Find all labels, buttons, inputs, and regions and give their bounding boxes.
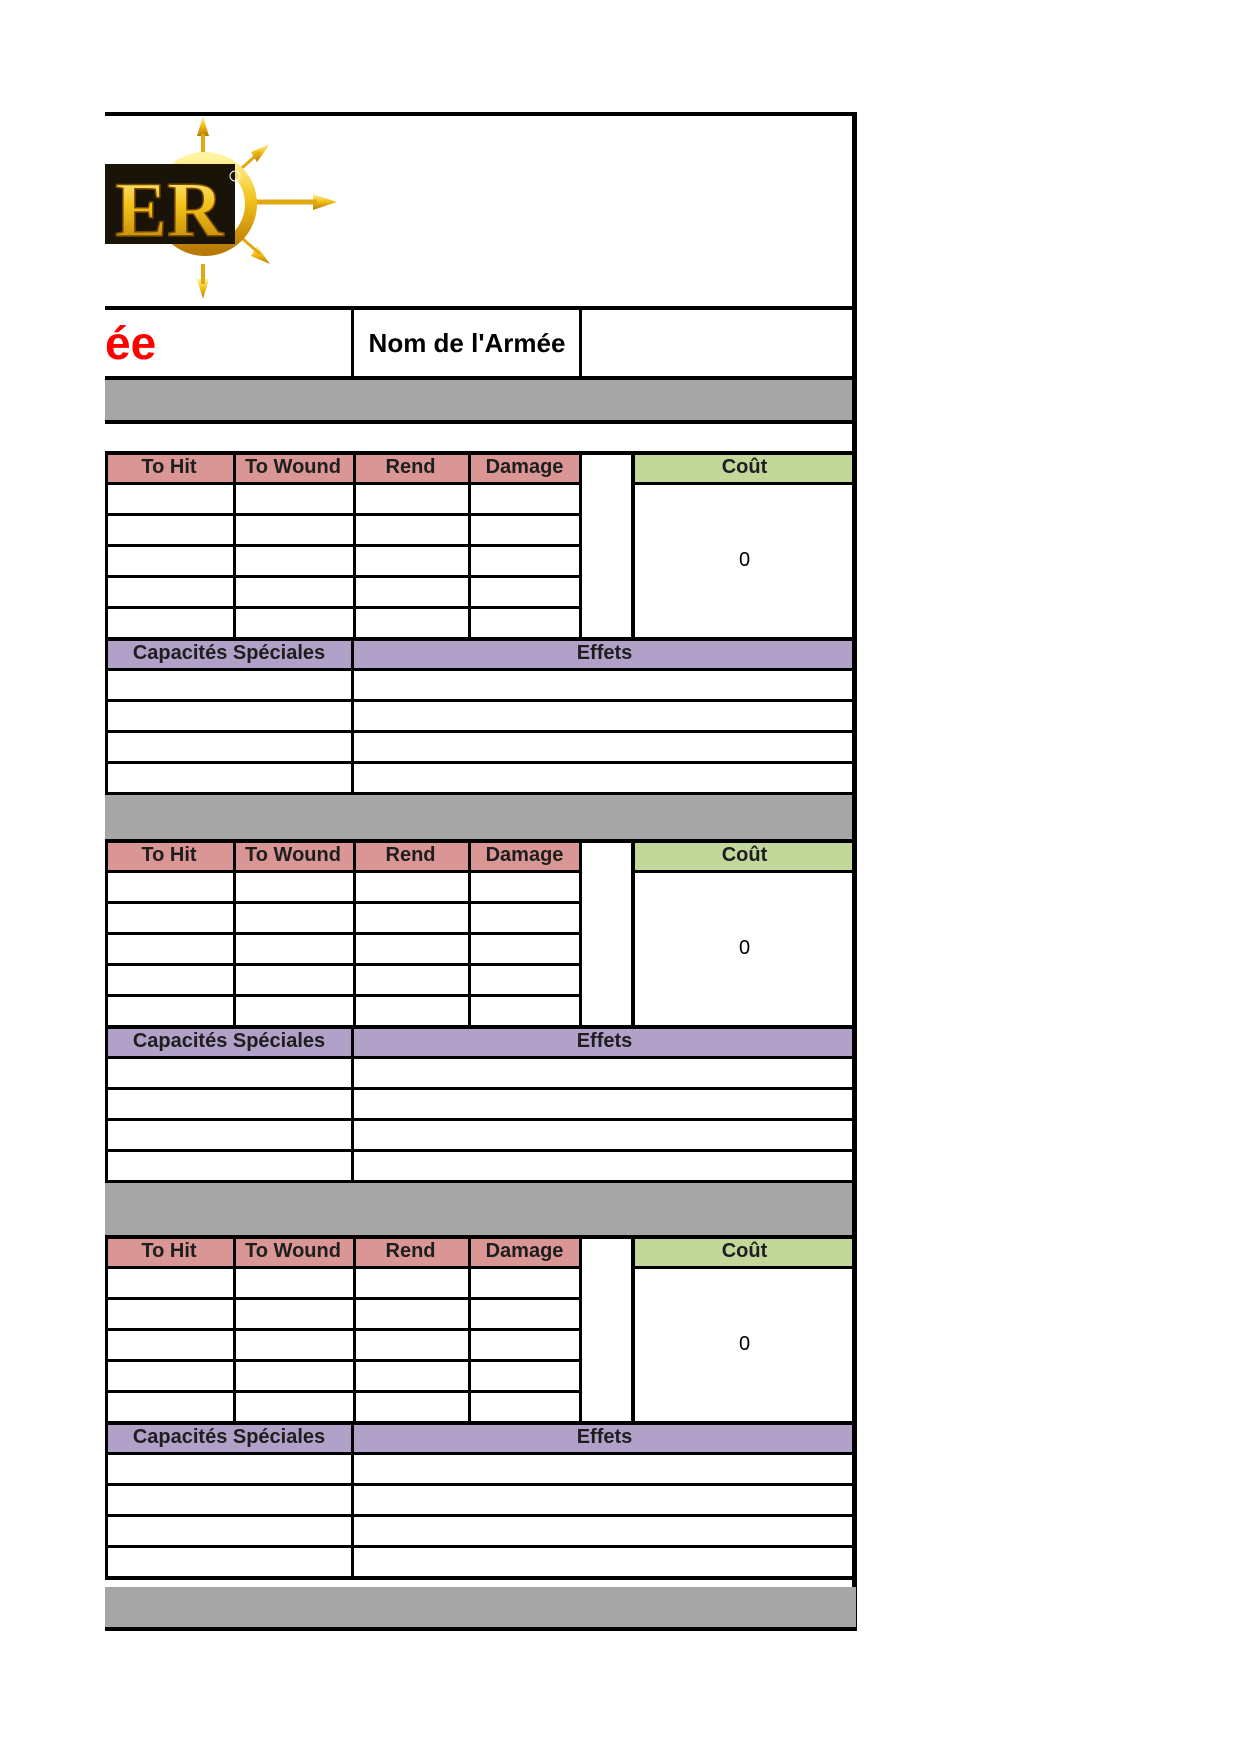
stat-cell[interactable] (468, 871, 581, 902)
stat-cell[interactable] (468, 964, 581, 995)
stat-cell[interactable] (233, 964, 353, 995)
stat-cell[interactable] (105, 1298, 233, 1329)
stat-header: To Hit (105, 1236, 233, 1267)
stat-cell[interactable] (233, 1360, 353, 1391)
stat-cell[interactable] (468, 1391, 581, 1422)
effects-header: Effets (353, 1026, 856, 1057)
stat-cell[interactable] (233, 1329, 353, 1360)
stat-cell[interactable] (468, 1329, 581, 1360)
logo-area (105, 112, 856, 308)
ability-cell[interactable] (105, 1546, 353, 1577)
ability-cell[interactable] (105, 1150, 353, 1181)
stat-cell[interactable] (105, 1391, 233, 1422)
stat-cell[interactable] (468, 607, 581, 638)
effect-cell[interactable] (353, 1150, 856, 1181)
stat-header: To Wound (233, 1236, 353, 1267)
stat-header: To Hit (105, 452, 233, 483)
stat-cell[interactable] (105, 1267, 233, 1298)
stat-cell[interactable] (105, 995, 233, 1026)
stat-cell[interactable] (233, 995, 353, 1026)
title-text: ée (105, 317, 157, 369)
stat-cell[interactable] (105, 1360, 233, 1391)
stat-cell[interactable] (468, 514, 581, 545)
cost-header: Coût (633, 452, 856, 483)
stat-header: Rend (353, 840, 468, 871)
effect-cell[interactable] (353, 700, 856, 731)
stat-cell[interactable] (353, 514, 468, 545)
ability-cell[interactable] (105, 1057, 353, 1088)
stat-cell[interactable] (468, 995, 581, 1026)
cost-header: Coût (633, 1236, 856, 1267)
stat-cell[interactable] (105, 545, 233, 576)
effect-cell[interactable] (353, 1453, 856, 1484)
stat-cell[interactable] (353, 902, 468, 933)
stat-cell[interactable] (468, 933, 581, 964)
stat-header: To Wound (233, 840, 353, 871)
stat-cell[interactable] (105, 607, 233, 638)
ability-cell[interactable] (105, 1088, 353, 1119)
stat-cell[interactable] (233, 1298, 353, 1329)
stat-cell[interactable] (353, 1298, 468, 1329)
stat-cell[interactable] (105, 933, 233, 964)
army-name-field[interactable] (581, 308, 856, 378)
stat-cell[interactable] (105, 514, 233, 545)
stat-cell[interactable] (353, 545, 468, 576)
stat-cell[interactable] (233, 483, 353, 514)
effect-cell[interactable] (353, 1119, 856, 1150)
abilities-header: Capacités Spéciales (105, 1422, 353, 1453)
stat-cell[interactable] (468, 1298, 581, 1329)
stat-cell[interactable] (468, 576, 581, 607)
footer-band (105, 1587, 856, 1631)
cost-value: 0 (738, 937, 751, 959)
section-band (105, 795, 856, 840)
stat-cell[interactable] (233, 607, 353, 638)
ability-cell[interactable] (105, 1453, 353, 1484)
effect-cell[interactable] (353, 1546, 856, 1577)
ability-cell[interactable] (105, 1484, 353, 1515)
ability-cell[interactable] (105, 1119, 353, 1150)
stat-cell[interactable] (105, 576, 233, 607)
stat-cell[interactable] (105, 902, 233, 933)
stat-header: Damage (468, 452, 581, 483)
stat-cell[interactable] (233, 545, 353, 576)
stat-cell[interactable] (468, 545, 581, 576)
effects-header: Effets (353, 638, 856, 669)
stat-header: To Wound (233, 452, 353, 483)
ability-cell[interactable] (105, 762, 353, 793)
ability-cell[interactable] (105, 700, 353, 731)
abilities-header: Capacités Spéciales (105, 1026, 353, 1057)
stat-cell[interactable] (233, 576, 353, 607)
stat-cell[interactable] (353, 483, 468, 514)
page-title-fragment (105, 308, 353, 378)
stat-header: Damage (468, 840, 581, 871)
effects-header: Effets (353, 1422, 856, 1453)
stat-cell[interactable] (233, 1391, 353, 1422)
effect-cell[interactable] (353, 1057, 856, 1088)
ability-cell[interactable] (105, 731, 353, 762)
stat-cell[interactable] (353, 1329, 468, 1360)
stat-header: Damage (468, 1236, 581, 1267)
effect-cell[interactable] (353, 1515, 856, 1546)
stat-cell[interactable] (353, 933, 468, 964)
stat-cell[interactable] (353, 871, 468, 902)
stat-header: Rend (353, 452, 468, 483)
stat-cell[interactable] (468, 1267, 581, 1298)
stat-cell[interactable] (353, 1360, 468, 1391)
stat-cell[interactable] (468, 1360, 581, 1391)
stat-cell[interactable] (105, 483, 233, 514)
stat-cell[interactable] (353, 1391, 468, 1422)
effect-cell[interactable] (353, 1484, 856, 1515)
effect-cell[interactable] (353, 762, 856, 793)
section-band (105, 378, 856, 422)
stat-cell[interactable] (353, 576, 468, 607)
abilities-header: Capacités Spéciales (105, 638, 353, 669)
army-name-label: Nom de l'Armée (368, 327, 566, 358)
stat-cell[interactable] (353, 1267, 468, 1298)
stat-cell[interactable] (468, 902, 581, 933)
stat-cell[interactable] (353, 995, 468, 1026)
stat-header: To Hit (105, 840, 233, 871)
stat-cell[interactable] (105, 871, 233, 902)
section-band (105, 1183, 856, 1236)
roster-sheet (105, 112, 856, 1631)
ability-cell[interactable] (105, 1515, 353, 1546)
stat-cell[interactable] (233, 1267, 353, 1298)
stat-cell[interactable] (353, 964, 468, 995)
stat-cell[interactable] (468, 483, 581, 514)
stat-header: Rend (353, 1236, 468, 1267)
effect-cell[interactable] (353, 1088, 856, 1119)
svg-text:ER: ER (115, 166, 224, 253)
stat-cell[interactable] (105, 1329, 233, 1360)
effect-cell[interactable] (353, 669, 856, 700)
cost-value: 0 (738, 1333, 751, 1355)
stat-cell[interactable] (233, 902, 353, 933)
cost-value: 0 (738, 549, 751, 571)
stat-cell[interactable] (105, 964, 233, 995)
stat-cell[interactable] (233, 871, 353, 902)
effect-cell[interactable] (353, 731, 856, 762)
warhammer-logo (105, 114, 345, 304)
cost-header: Coût (633, 840, 856, 871)
stat-cell[interactable] (353, 607, 468, 638)
stat-cell[interactable] (233, 514, 353, 545)
ability-cell[interactable] (105, 669, 353, 700)
stat-cell[interactable] (233, 933, 353, 964)
